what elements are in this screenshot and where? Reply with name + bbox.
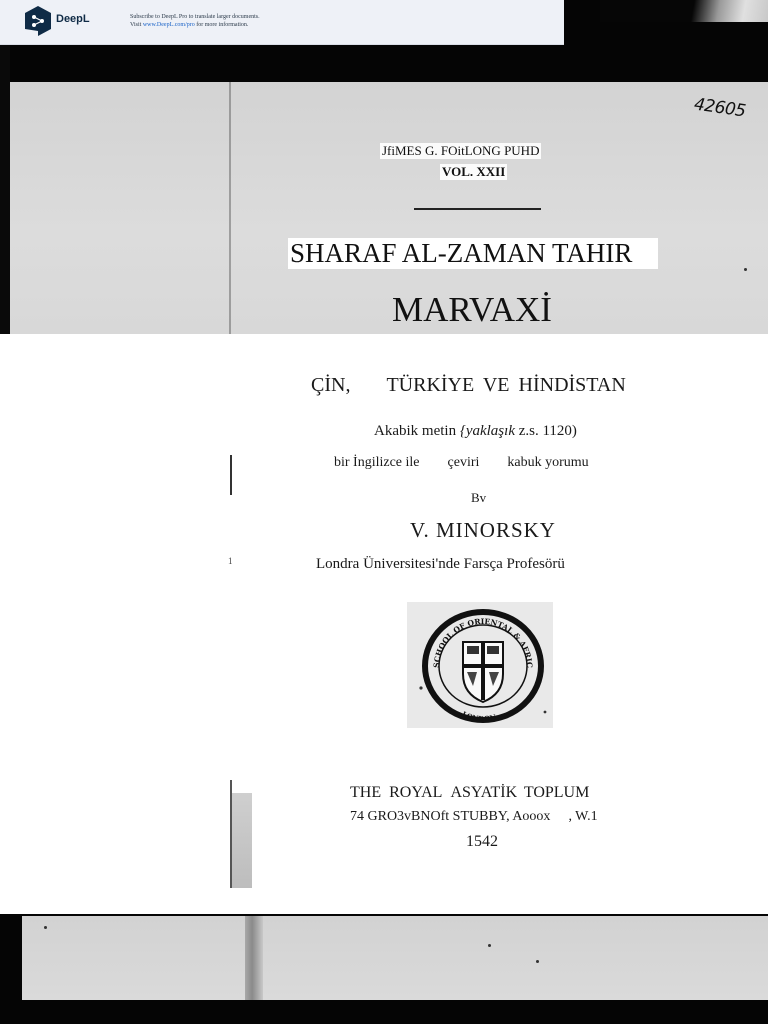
text-line-a-italic: {yaklaşık: [459, 423, 515, 439]
page-gutter-line: [229, 82, 231, 334]
author-affiliation: Londra Üniversitesi'nde Farsça Profesörü: [316, 556, 565, 572]
seal-top-text: SCHOOL OF ORIENTAL & AFRIC: [431, 616, 535, 669]
series-title: JfiMES G. FOitLONG PUHD: [382, 143, 540, 158]
next-page-scan: [22, 916, 768, 1000]
publisher-part-2: ROYAL: [389, 784, 443, 801]
publisher-part-1: THE: [350, 784, 382, 801]
horizontal-rule: [414, 208, 541, 210]
book-title-line-2: MARVAXİ: [392, 290, 552, 329]
deepl-pro-link[interactable]: www.DeepL.com/pro: [142, 22, 195, 28]
deepl-logo-icon[interactable]: [24, 5, 52, 37]
text-line-b-part-1: bir İngilizce ile: [334, 455, 420, 470]
by-line: Bv: [471, 490, 487, 505]
text-description-line: [374, 423, 577, 440]
volume-number: VOL. XXII: [442, 164, 506, 179]
library-seal-stamp: [407, 602, 553, 728]
page-gutter-bottom: [245, 916, 263, 1000]
deepl-promo-text: [130, 13, 260, 29]
text-line-b-part-3: kabuk yorumu: [507, 455, 589, 470]
text-line-a-prefix: Akabik metin: [374, 423, 460, 439]
promo-line-1: Subscribe to DeepL Pro to translate larger documents.: [130, 14, 260, 20]
text-line-a-suffix: z.s. 1120): [514, 423, 577, 439]
scan-torn-edge: [600, 0, 768, 22]
publisher-address: [350, 809, 598, 825]
deepl-brand-name[interactable]: DeepL: [56, 13, 90, 25]
deepl-promo-banner: [0, 0, 564, 45]
promo-suffix: for more information.: [194, 22, 249, 28]
scan-speck: [744, 268, 747, 271]
margin-tick: [230, 455, 232, 495]
margin-scan-strip: [232, 793, 252, 888]
publisher-name: [350, 784, 589, 802]
book-subtitle: [311, 374, 626, 397]
scan-dark-border-left: [0, 40, 10, 334]
publisher-part-3: ASYATİK TOPLUM: [450, 784, 590, 801]
promo-line-2: [130, 21, 260, 29]
address-part-1: 74 GRO3vBNOft STUBBY, Aooox: [350, 809, 551, 824]
seal-emblem-icon: [407, 602, 553, 728]
subtitle-part-1: ÇİN,: [311, 374, 351, 396]
subtitle-part-2: TÜRKİYE VE HİNDİSTAN: [386, 374, 626, 396]
text-line-b-part-2: çeviri: [447, 455, 480, 470]
scan-speck: [488, 944, 491, 947]
scanned-page-gray-area: [10, 82, 768, 334]
scan-speck: [44, 926, 47, 929]
handwritten-catalog-number: 42605: [692, 94, 747, 122]
book-title-line-1: SHARAF AL-ZAMAN TAHIR: [288, 238, 658, 269]
author-name: V. MINORSKY: [410, 518, 556, 542]
seal-bottom-text: LONDON: [460, 709, 498, 724]
publication-year: 1542: [466, 833, 498, 850]
scan-speck: [536, 960, 539, 963]
promo-prefix: Visit: [130, 22, 143, 28]
translation-description-line: [334, 455, 589, 471]
address-part-2: , W.1: [568, 809, 598, 824]
margin-mark: 1: [228, 556, 233, 566]
